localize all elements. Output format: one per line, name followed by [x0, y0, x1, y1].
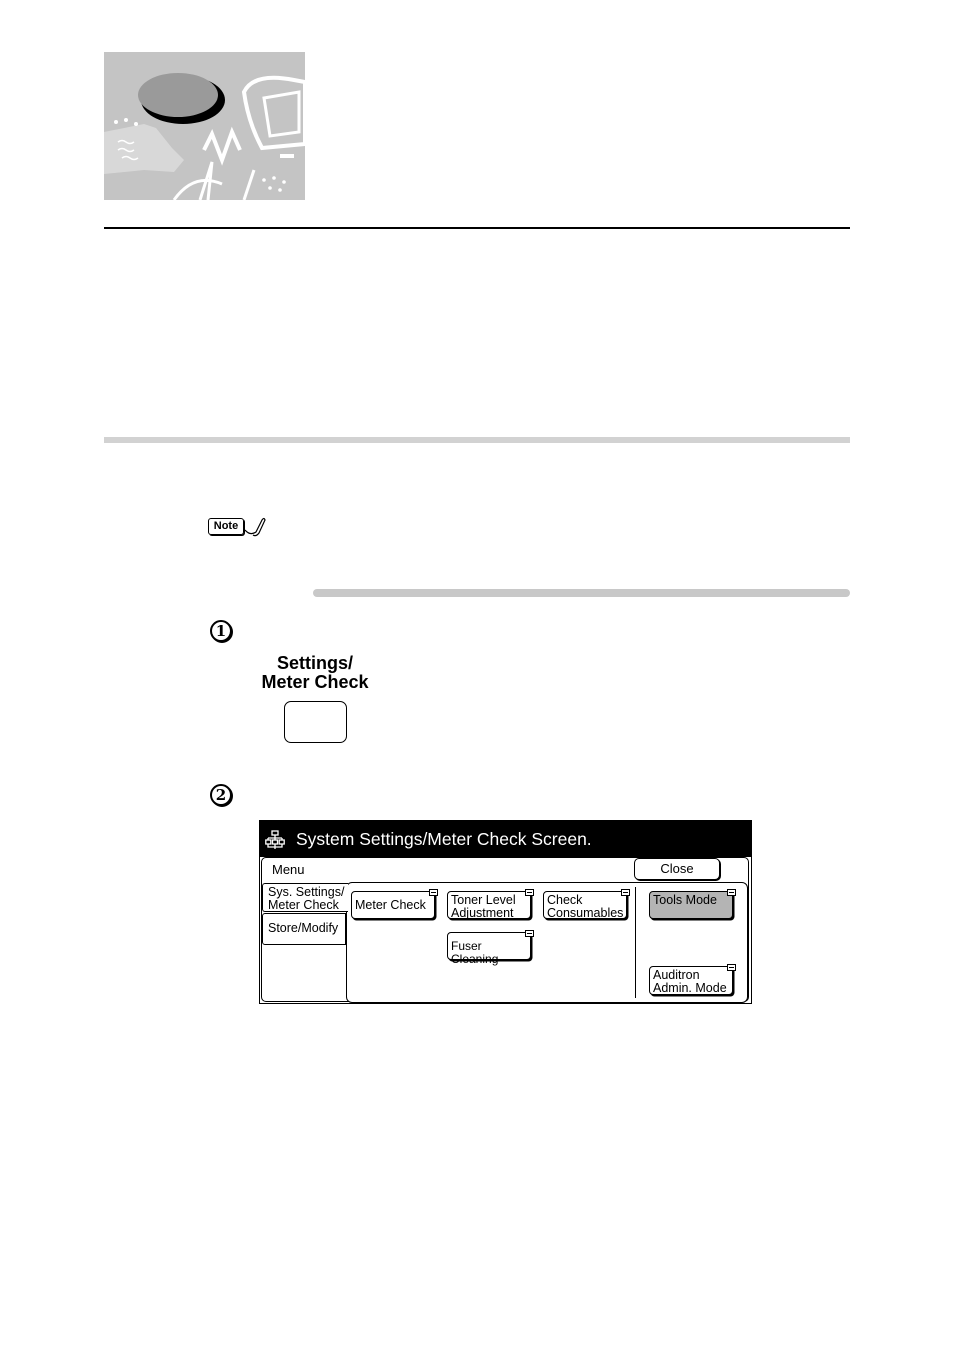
submenu-icon — [525, 930, 534, 937]
settings-key-label — [250, 654, 380, 692]
step-number: 2 — [210, 784, 232, 806]
menu-label: Menu — [272, 862, 305, 877]
tab-sys-settings-meter-check[interactable] — [262, 883, 348, 912]
tab-store-modify[interactable] — [262, 913, 346, 945]
screen-title-bar — [260, 821, 751, 857]
button-label-line2: Adjustment — [451, 906, 514, 920]
button-label-line2: Consumables — [547, 906, 624, 920]
pen-icon — [244, 516, 266, 540]
settings-meter-check-key[interactable] — [284, 701, 347, 743]
tab-label-line2: Meter Check — [268, 898, 339, 912]
check-consumables-button[interactable] — [543, 891, 627, 919]
button-label: Meter Check — [355, 898, 426, 912]
submenu-icon — [525, 889, 534, 896]
settings-key-label-line2: Meter Check — [261, 672, 369, 692]
submenu-icon — [429, 889, 438, 896]
submenu-icon — [727, 964, 736, 971]
meter-check-button[interactable] — [351, 891, 435, 919]
submenu-icon — [621, 889, 630, 896]
tab-label-line1: Sys. Settings/ — [268, 885, 345, 899]
note-label: Note — [208, 518, 244, 535]
tab-label: Store/Modify — [268, 921, 339, 935]
network-tree-icon — [265, 830, 285, 850]
button-label: Fuser Cleaning — [451, 939, 499, 966]
submenu-icon — [727, 889, 736, 896]
toner-level-adjustment-button[interactable] — [447, 891, 531, 919]
step-number: 1 — [210, 620, 232, 642]
screen-title: System Settings/Meter Check Screen. — [296, 829, 592, 849]
button-label: Tools Mode — [653, 893, 717, 907]
auditron-admin-mode-button[interactable] — [649, 966, 733, 995]
button-label-line2: Admin. Mode — [653, 981, 727, 995]
button-label-line1: Auditron — [653, 968, 700, 982]
note-badge — [208, 516, 268, 540]
settings-key-label-line1: Settings/ — [276, 653, 353, 673]
section-rule — [104, 437, 850, 443]
close-button[interactable]: Close — [634, 858, 720, 880]
chapter-rule — [104, 227, 850, 229]
button-label-line1: Toner Level — [451, 893, 516, 907]
tools-mode-button[interactable] — [649, 891, 733, 919]
fuser-cleaning-button[interactable] — [447, 932, 531, 966]
chapter-illustration — [104, 52, 305, 200]
procedure-bar — [313, 589, 850, 597]
vertical-divider — [635, 887, 636, 998]
touch-screen — [259, 820, 752, 1004]
button-label-line1: Check — [547, 893, 583, 907]
